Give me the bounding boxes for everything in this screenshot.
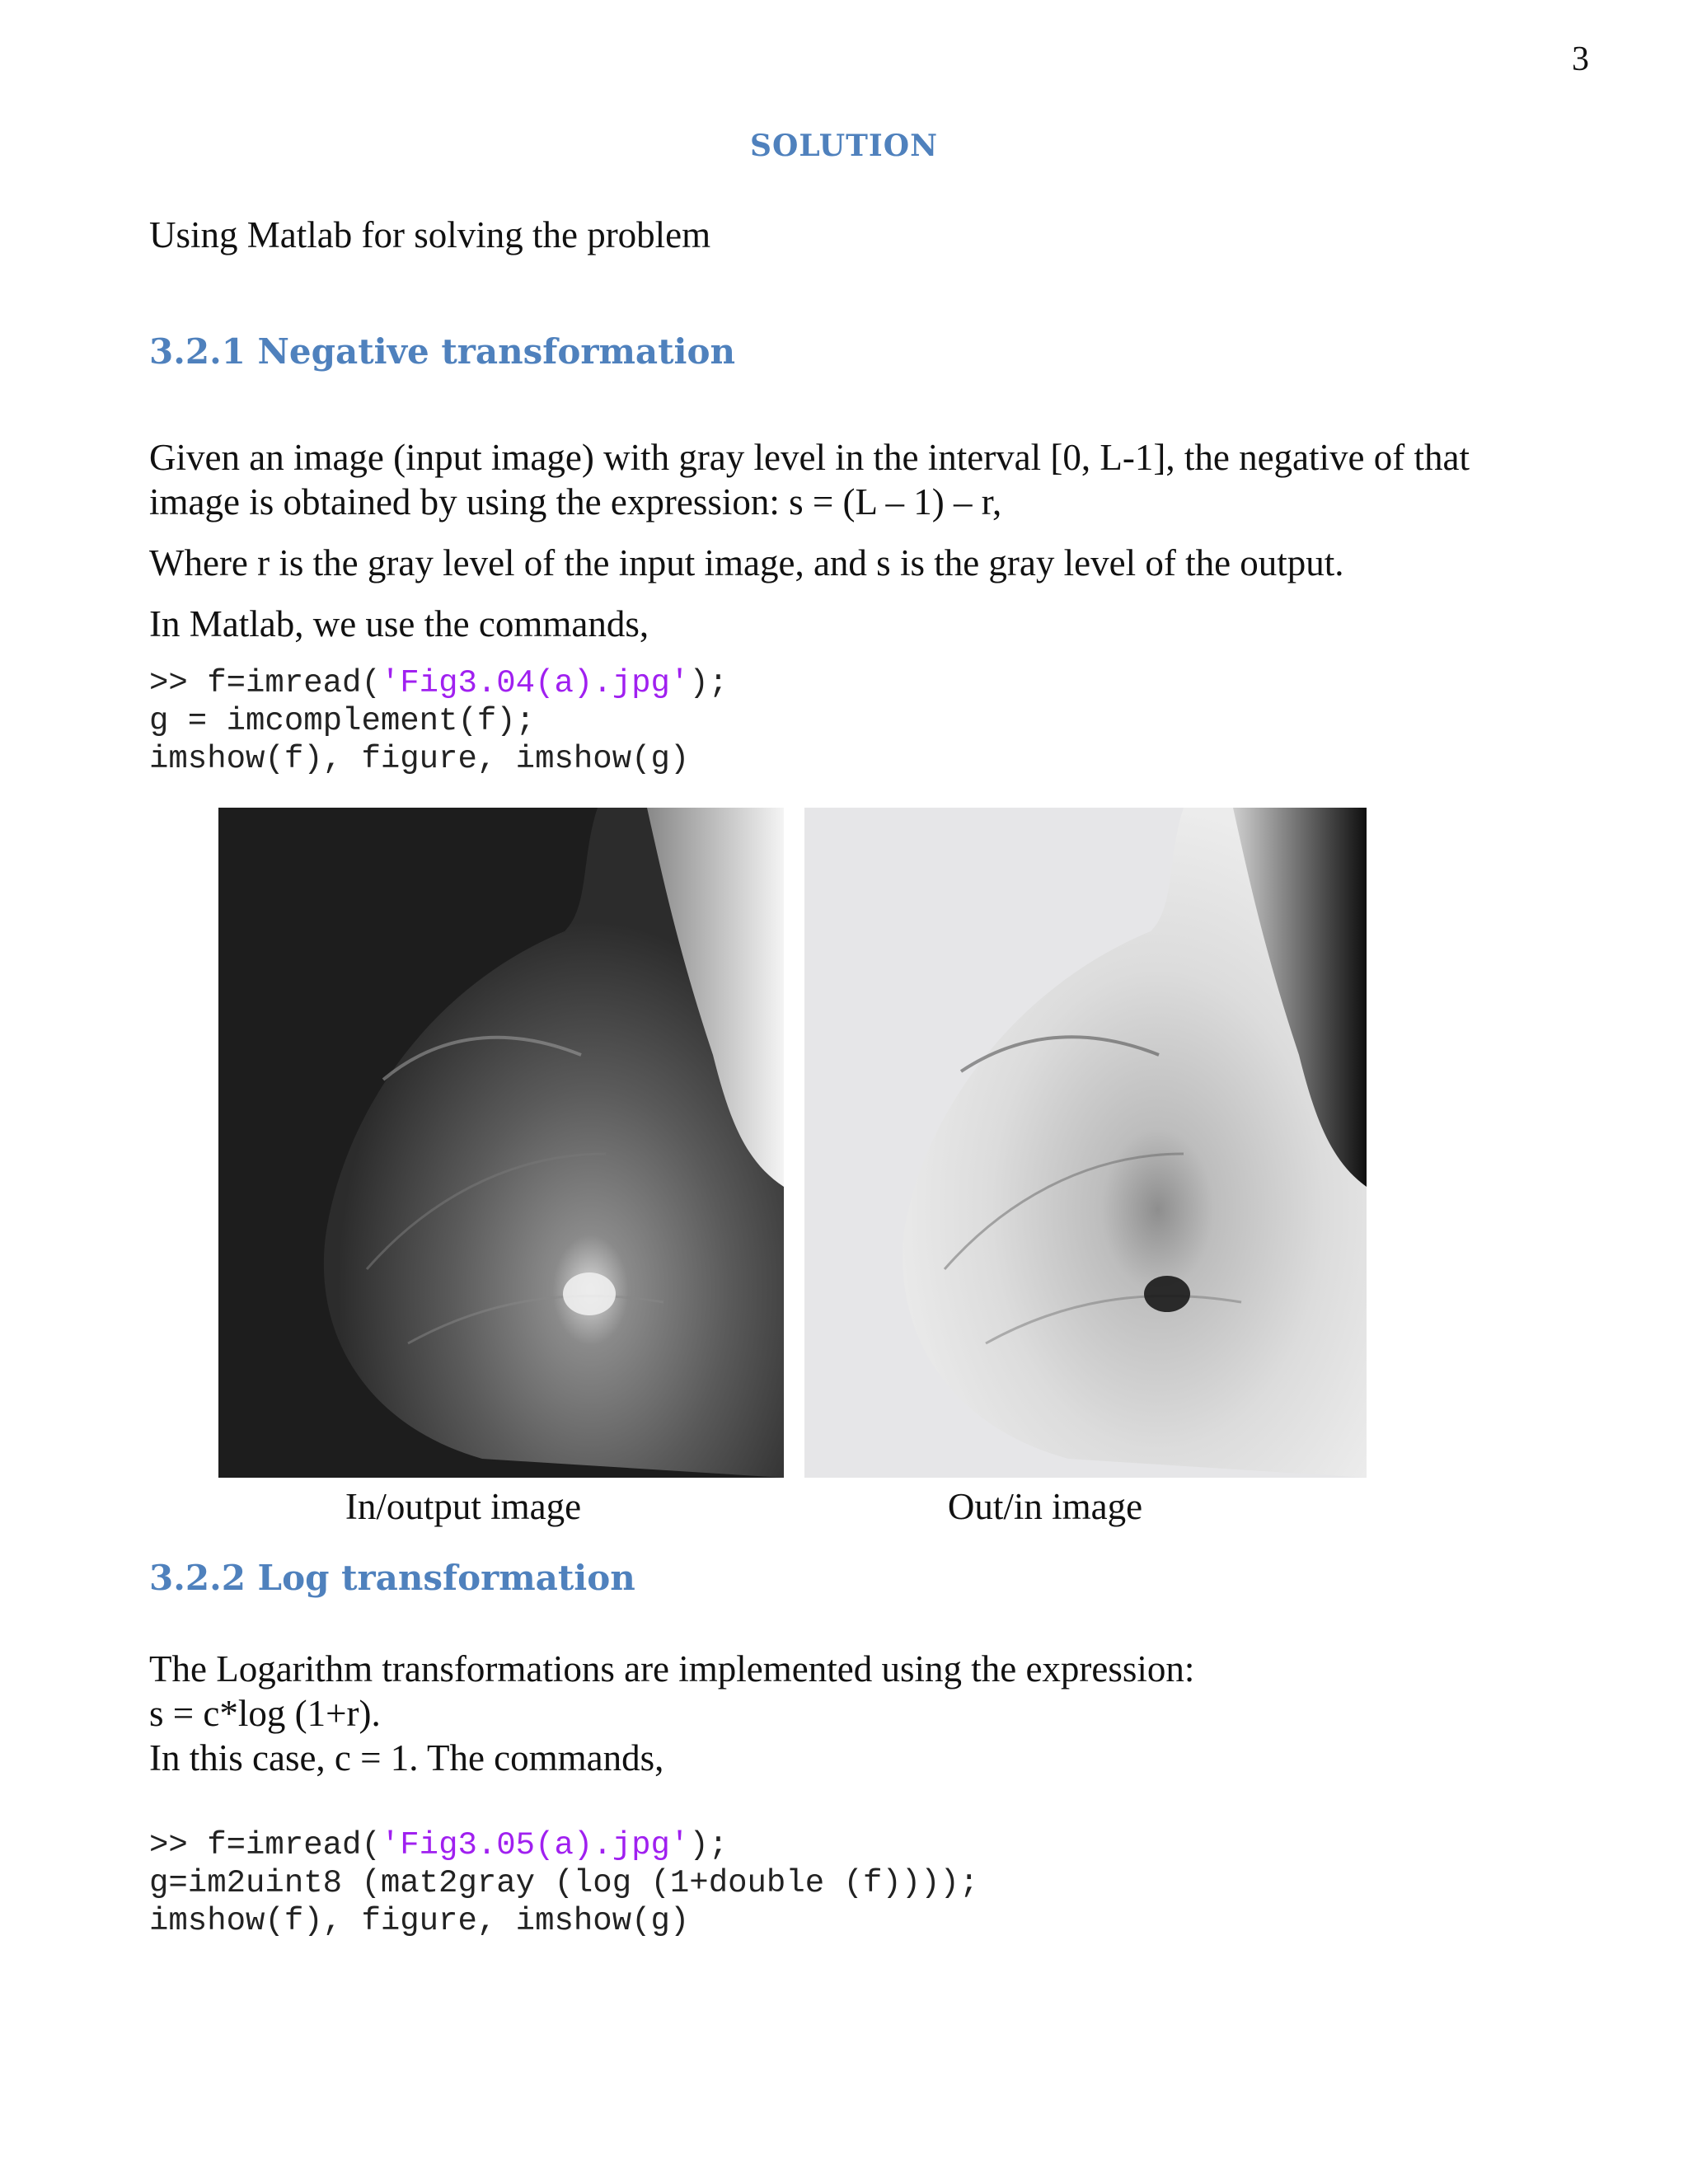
code-string: 'Fig3.05(a).jpg' [380,1827,690,1863]
section-heading-log: 3.2.2 Log transformation [149,1558,635,1598]
code-line: g=im2uint8 (mat2gray (log (1+double (f)))); [149,1865,979,1901]
negative-para-line1: Given an image (input image) with gray level in the interval [0, L-1], the negative of that [149,437,1470,478]
negative-mammogram-image [804,808,1367,1478]
code-line: imshow(f), figure, imshow(g) [149,1903,690,1939]
code-line: ); [689,1827,729,1863]
code-line: ); [689,665,729,701]
page-number: 3 [1572,40,1589,78]
solution-heading: SOLUTION [750,129,938,163]
section-heading-negative: 3.2.1 Negative transformation [149,331,736,372]
code-line: g = imcomplement(f); [149,703,536,739]
caption-output-image: Out/in image [947,1486,1143,1527]
negative-para-2: Where r is the gray level of the input image, and s is the gray level of the output. [149,542,1344,583]
intro-text: Using Matlab for solving the problem [149,214,711,255]
code-block-log [149,1826,978,1940]
input-mammogram-image [218,808,784,1478]
log-para-line2: s = c*log (1+r). [149,1693,381,1734]
log-para-line1: The Logarithm transformations are implemented using the expression: [149,1648,1195,1690]
negative-para-line2: image is obtained by using the expression: s = (L – 1) – r, [149,481,1002,523]
caption-input-image: In/output image [345,1486,582,1527]
negative-para-3: In Matlab, we use the commands, [149,603,649,644]
log-para-line3: In this case, c = 1. The commands, [149,1737,664,1779]
code-string: 'Fig3.04(a).jpg' [380,665,690,701]
code-line: >> f=imread( [149,1827,381,1863]
code-block-negative [149,664,728,778]
code-line: imshow(f), figure, imshow(g) [149,741,690,777]
code-line: >> f=imread( [149,665,381,701]
